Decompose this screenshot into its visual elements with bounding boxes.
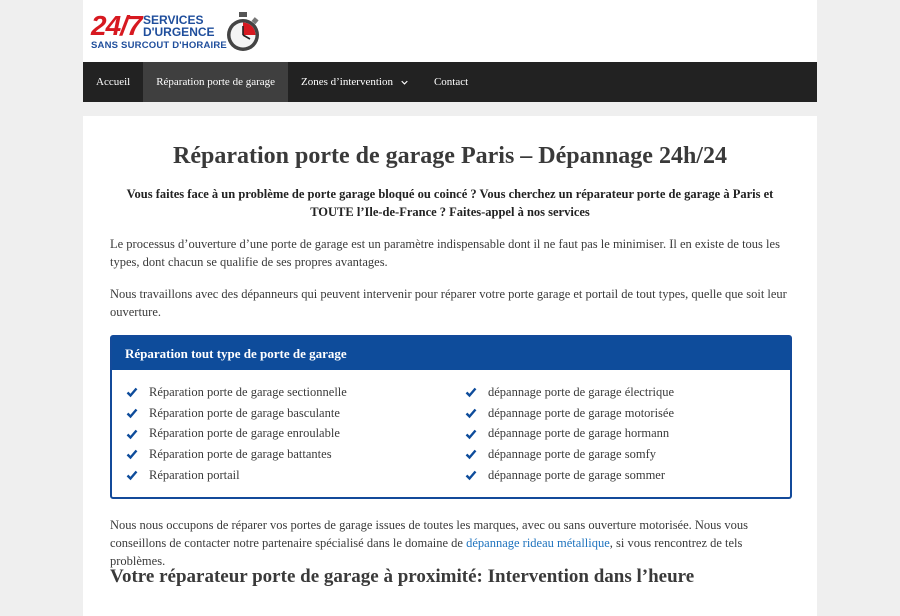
logo-line-services: SERVICES <box>143 13 204 27</box>
list-item-label: dépannage porte de garage motorisée <box>488 405 675 420</box>
nav-item-accueil[interactable] <box>83 62 143 102</box>
list-item-label: dépannage porte de garage électrique <box>488 384 675 399</box>
services-box-title: Réparation tout type de porte de garage <box>112 337 790 370</box>
intro-lead: Vous faites face à un problème de porte garage bloqué ou coincé ? Vous cherchez un réparateur porte de garage à Paris et TOUTE l’Ile-de-France ? Faites-appel à nos services <box>126 187 774 219</box>
list-item <box>465 444 674 465</box>
list-item <box>126 444 347 465</box>
check-icon <box>465 448 477 460</box>
list-item <box>126 465 347 486</box>
list-item-label: dépannage porte de garage hormann <box>488 426 670 441</box>
services-box <box>110 335 792 499</box>
link-depannage-rideau[interactable]: dépannage rideau métallique <box>466 536 610 550</box>
check-icon <box>126 407 138 419</box>
services-list-left <box>126 382 347 485</box>
nav-item-label: Contact <box>433 76 469 88</box>
paragraph-ouverture: Le processus d’ouverture d’une porte de garage est un paramètre indispensable dont il ne faut pas le minimiser. Il en existe de tous les types, dont chacun se qualifie de ses propres avantages. <box>110 237 780 269</box>
section-heading: Votre réparateur porte de garage à proximité: Intervention dans l’heure <box>110 566 695 587</box>
list-item <box>126 403 347 424</box>
site-container <box>83 0 817 587</box>
list-item-label: Réparation porte de garage basculante <box>149 405 340 420</box>
list-item <box>465 403 674 424</box>
check-icon <box>465 428 477 440</box>
check-icon <box>126 386 138 398</box>
list-item <box>465 382 674 403</box>
list-item-label: dépannage porte de garage somfy <box>488 446 656 461</box>
logo-line-sans-surcout: SANS SURCOUT D'HORAIRE <box>91 40 227 51</box>
check-icon <box>126 448 138 460</box>
list-item <box>126 423 347 444</box>
paragraph-marques <box>110 516 794 570</box>
check-icon <box>465 386 477 398</box>
list-item-label: dépannage porte de garage sommer <box>488 467 666 482</box>
services-list-right <box>465 382 674 485</box>
check-icon <box>465 469 477 481</box>
list-item-label: Réparation porte de garage battantes <box>149 446 332 461</box>
logo-line-urgence: D'URGENCE <box>143 25 215 39</box>
nav-item-contact[interactable] <box>421 62 481 102</box>
check-icon <box>465 407 477 419</box>
paragraph-text: , si vous rencontrez de tels problèmes. <box>110 536 743 568</box>
site-logo[interactable] <box>91 11 261 53</box>
chevron-down-icon <box>401 79 408 86</box>
logo-247: 24/7 <box>91 10 142 41</box>
list-item <box>465 423 674 444</box>
paragraph-text: Nous nous occupons de réparer vos portes de garage issues de toutes les marques, avec ou sans ouverture motorisée. Nous vous conseillons de contacter notre partenaire spécialisé dans le domaine de <box>110 518 749 550</box>
clock-icon <box>225 12 261 52</box>
main-navigation <box>83 62 817 102</box>
paragraph-depanneurs: Nous travaillons avec des dépanneurs qui peuvent intervenir pour réparer votre porte garage et portail de tout types, quelle que soit leur ouverture. <box>110 287 787 319</box>
list-item-label: Réparation porte de garage sectionnelle <box>149 384 347 399</box>
check-icon <box>126 469 138 481</box>
page-title: Réparation porte de garage Paris – Dépannage 24h/24 <box>173 143 727 169</box>
list-item <box>465 465 674 486</box>
list-item-label: Réparation porte de garage enroulable <box>149 426 340 441</box>
site-header <box>83 0 817 62</box>
main-content <box>83 116 817 616</box>
list-item-label: Réparation portail <box>149 467 240 482</box>
nav-item-label: Réparation porte de garage <box>156 76 276 88</box>
nav-item-reparation[interactable] <box>143 62 288 102</box>
list-item <box>126 382 347 403</box>
nav-item-label: Zones d’intervention <box>301 76 393 88</box>
check-icon <box>126 428 138 440</box>
nav-item-zones[interactable] <box>288 62 421 102</box>
nav-item-label: Accueil <box>96 76 131 88</box>
